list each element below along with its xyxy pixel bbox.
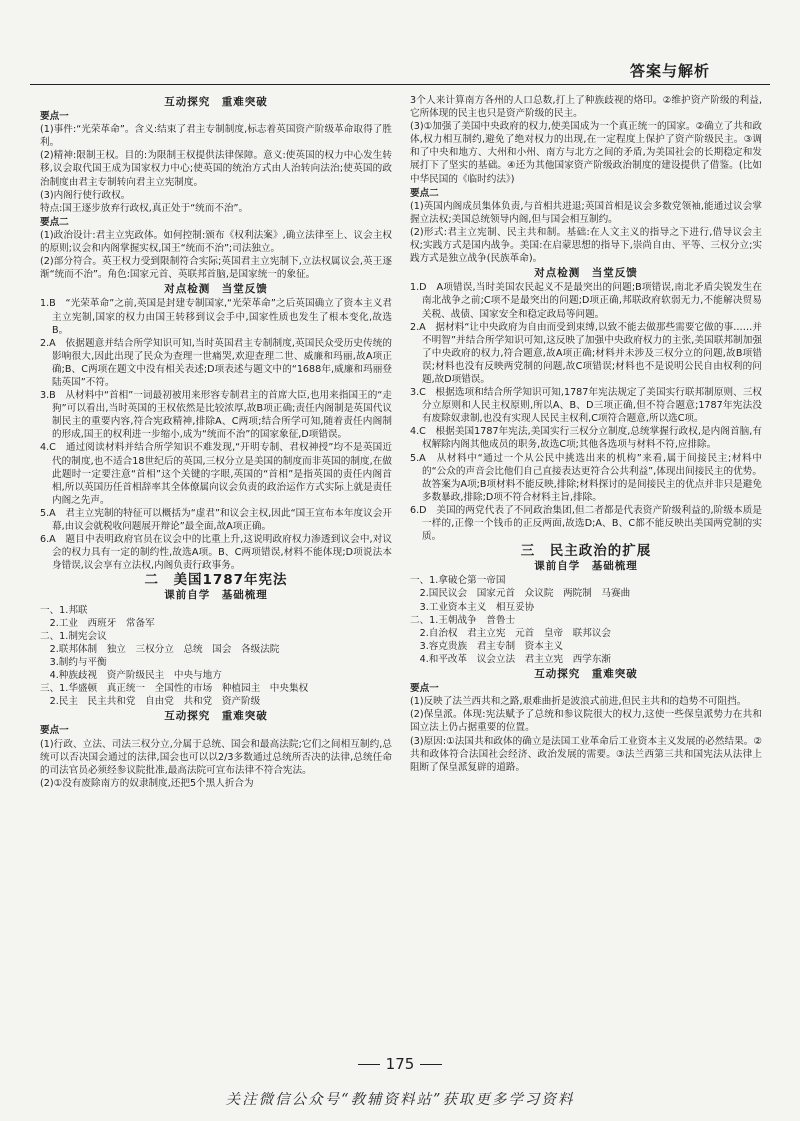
paragraph: 三、1.华盛顿 真正统一 全国性的市场 种植园主 中央集权 (40, 683, 309, 695)
paragraph: (3)内阁行使行政权。 (40, 189, 131, 201)
answer-item: 1.D A项错误,当时美国农民起义不是最突出的问题;B项错误,南北矛盾尖锐发生在南北战争之前;C项不是最突出的问题;D项正确,邦联政府软弱无力,不能解决贸易关税、战债、国家安全和稳定政局等问题。 (410, 282, 762, 320)
page-number-dash-right (420, 1064, 442, 1065)
answer-item: 6.A 题目中表明政府官员在议会中的比重上升,这说明政府权力渗透到议会中,对议会的权力具有一定的制约性,故选A项。B、C两项错误,材料不能体现;D项说法本身错误,议会享有立法权,内阁负责行政事务。 (40, 534, 392, 572)
paragraph: 一、1.邦联 (40, 604, 88, 616)
paragraph: (1)反映了法兰西共和之路,艰难曲折是波浪式前进,但民主共和的趋势不可阻挡。 (410, 696, 747, 708)
answer-item: 3.B 从材料中“首相”一词最初被用来形容专制君主的首席大臣,也用来指国王的“走狗”可以看出,当时英国的王权依然是比较浓厚,故B项正确;责任内阁制是英国代议制民主的重要内容,符合宪政精神,排除A、C两项;结合所学可知,随着责任内阁制的形成,国王的权利进一步缩小,成为“统而不治”的国家象征,D项错误。 (40, 390, 392, 441)
answer-item: 5.A 君主立宪制的特征可以概括为“虚君”和议会主权,因此“国王宣布本年度议会开幕,由议会就税收问题展开辩论”最全面,故A项正确。 (40, 507, 392, 532)
paragraph: 4.种族歧视 资产阶级民主 中央与地方 (40, 670, 222, 682)
page-number-dash-left (358, 1064, 380, 1065)
chapter-title: 三 民主政治的扩展 (520, 543, 652, 560)
right-column (410, 94, 762, 1049)
paragraph: 3.容克贵族 君主专制 资本主义 (410, 640, 564, 652)
paragraph: (2)①没有废除南方的奴隶制度,还把5个黑人折合为 (40, 777, 254, 789)
paragraph: 一、1.拿破仑第一帝国 (410, 575, 506, 587)
answer-item: 4.C 通过阅读材料并结合所学知识不难发现,“开明专制、君权神授”均不是英国近代的制度,也不适合18世纪后的英国,三权分立是美国的制度而非英国的制度,在做此题时一定要注意“首相”这个关键的字眼,英国的“首相”是指英国的责任内阁首相,所以英国历任首相辞率其全体僚属向议会负责的政治运作方式实际上就是责任内阁之先声。 (40, 442, 392, 506)
section-heading: 课前自学 基础梳理 (534, 560, 638, 573)
paragraph: 2.自治权 君主立宪 元首 皇帝 联邦议会 (410, 627, 612, 639)
answer-item: 1.B “光荣革命”之前,英国是封建专制国家,“光荣革命”之后英国确立了资本主义君主立宪制,国家的权力由国王转移到议会手中,国家性质也发生了根本变化,故选B。 (40, 298, 392, 336)
answer-item: 2.A 据材料“让中央政府为自由而受到束缚,以致不能去做那些需要它做的事……并不明智”并结合所学知识可知,这反映了加强中央政府权力的主张,美国联邦制加强了中央政府的权力,符合题意,故A项正确;材料并未涉及三权分立的问题,故B项错误;材料也没有反映两党制的问题,故C项错误;材料也不是说明公民自由权利的问题,故D项错误。 (410, 321, 762, 385)
answer-item: 3.C 根据选项和结合所学知识可知,1787年宪法规定了美国实行联邦制原则、三权分立原则和人民主权原则,所以A、B、D三项正确,但不符合题意;1787年宪法没有废除奴隶制,也没有实现人民民主权利,C项符合题意,所以选C项。 (410, 387, 762, 425)
header-rule (30, 84, 770, 85)
answer-item: 5.A 从材料中“通过一个从公民中挑选出来的机构”来看,属于间接民主;材料中的“公众的声音会比他们自己直接表达更符合公共利益”,体现出间接民主的优势。故答案为A项;B项材料不能反映,排除;材料探讨的是间接民主的优点并非只是避免多数暴政,排除;D项不符合材料主旨,排除。 (410, 452, 762, 503)
left-column (40, 94, 392, 1049)
section-heading: 对点检测 当堂反馈 (534, 267, 638, 280)
chapter-title: 二 美国1787年宪法 (144, 572, 288, 589)
paragraph: 二、1.制宪会议 (40, 630, 107, 642)
key-point-label: 要点一 (410, 683, 439, 695)
footer-note: 关注微信公众号“教辅资料站”获取更多学习资料 (225, 1092, 575, 1108)
page-header (30, 58, 770, 82)
paragraph: (1)事件:“光荣革命”。含义:结束了君主专制制度,标志着英国资产阶级革命取得了胜利。 (40, 124, 392, 149)
section-heading: 互动探究 重难突破 (164, 96, 268, 108)
paragraph: (2)形式:君主立宪制、民主共和制。基础:在人文主义的指导之下进行,借导议会主权;实践方式是国内战争。美国:在启蒙思想的指导下,崇尚自由、平等、三权分立;实践方式是独立战争(民族革命)。 (410, 226, 762, 265)
answer-item: 4.C 根据美国1787年宪法,美国实行三权分立制度,总统掌握行政权,是内阁首脑,有权解除内阁其他成员的职务,故选C项;其他各选项与材料不符,应排除。 (410, 426, 762, 451)
key-point-label: 要点一 (40, 111, 69, 123)
answer-item: 6.D 美国的两党代表了不同政治集团,但二者都是代表资产阶级利益的,阶级本质是一样的,正像一个钱币的正反两面,故选D;A、B、C都不能反映出美国两党制的实质。 (410, 504, 762, 543)
paragraph: 特点:国王逐步放弃行政权,真正处于“统而不治”。 (40, 202, 249, 214)
page-number-text: 175 (385, 1055, 415, 1073)
key-point-label: 要点一 (40, 725, 69, 737)
paragraph: (1)政治设计:君主立宪政体。如何控制:颁布《权利法案》,确立法律至上、议会主权的原则;议会和内阁掌握实权,国王“统而不治”;司法独立。 (40, 229, 392, 255)
answer-item: 2.A 依据题意并结合所学知识可知,当时英国君主专制制度,英国民众受历史传统的影响很大,因此出现了民众为查理一世痛哭,欢迎查理二世、威廉和玛丽,故A项正确;B、C两项在题文中没有相关表述;D项表述与题文中的“1688年,威廉和玛丽登陆英国”不符。 (40, 337, 392, 388)
paragraph: 2.民主 民主共和党 自由党 共和党 资产阶级 (40, 696, 261, 708)
key-point-label: 要点二 (40, 216, 69, 228)
paragraph: 2.工业 西班牙 常备军 (40, 617, 155, 629)
paragraph: 2.国民议会 国家元首 众议院 两院制 马赛曲 (410, 588, 631, 600)
paragraph: 3.制约与平衡 (40, 656, 107, 668)
header-title: 答案与解析 (629, 62, 710, 80)
paragraph: (2)保皇派。体现:宪法赋予了总统和参议院很大的权力,这使一些保皇派势力在共和国立法上仍占据重要的位置。 (410, 709, 762, 734)
paragraph: 4.和平改革 议会立法 君主立宪 西学东渐 (410, 653, 612, 665)
paragraph: (2)部分符合。英王权力受到限制符合实际;英国君主立宪制下,立法权属议会,英王逐渐“统而不治”。角色:国家元首、英联邦首脑,是国家统一的象征。 (40, 256, 392, 281)
section-heading: 互动探究 重难突破 (534, 668, 638, 681)
paragraph: (1)英国内阁成员集体负责,与首相共进退;英国首相是议会多数党领袖,能通过议会掌握立法权;美国总统领导内阁,但与国会相互制约。 (410, 200, 762, 225)
section-heading: 课前自学 基础梳理 (164, 589, 268, 602)
paragraph: (3)原因:①法国共和政体的确立是法国工业革命后工业资本主义发展的必然结果。②共和政体符合法国社会经济、政治发展的需要。③法兰西第三共和国宪法从法律上阻断了保皇派复辟的道路。 (410, 735, 762, 773)
paragraph: (2)精神:限制王权。目的:为限制王权提供法律保障。意义:使英国的权力中心发生转移,议会取代国王成为国家权力中心;使英国的统治方式由人治转向法治;使英国的政治制度由君主专制转向君主立宪制度。 (40, 150, 392, 188)
section-heading: 互动探究 重难突破 (164, 710, 268, 723)
paragraph: (3)①加强了美国中央政府的权力,使美国成为一个真正统一的国家。②确立了共和政体,权力相互制约,避免了绝对权力的出现,在一定程度上保护了资产阶级民主。③调和了中央和地方、大州和小州、南方与北方之间的矛盾,为美国社会的长期稳定和发展打下了坚实的基础。④还为其他国家资产阶级政治制度的建设提供了借鉴。(比如中华民国的《临时约法》) (410, 121, 762, 185)
paragraph: 3.工业资本主义 相互妥协 (410, 601, 535, 613)
paragraph: 3个人来计算南方各州的人口总数,打上了种族歧视的烙印。②维护资产阶级的利益,它所体现的民主也只是资产阶级的民主。 (410, 95, 762, 120)
paragraph: 二、1.王朝战争 普鲁士 (410, 614, 516, 626)
paragraph: (1)行政、立法、司法三权分立,分属于总统、国会和最高法院;它们之间相互制约,总统可以否决国会通过的法律,国会也可以以2/3多数通过总统所否决的法律,总统任命的司法官员必须经参议院批准,最高法院可宣布法律不符合宪法。 (40, 738, 392, 776)
page-number (330, 1055, 470, 1073)
section-heading: 对点检测 当堂反馈 (164, 283, 268, 296)
key-point-label: 要点二 (410, 187, 439, 199)
paragraph: 2.联邦体制 独立 三权分立 总统 国会 各级法院 (40, 643, 280, 655)
